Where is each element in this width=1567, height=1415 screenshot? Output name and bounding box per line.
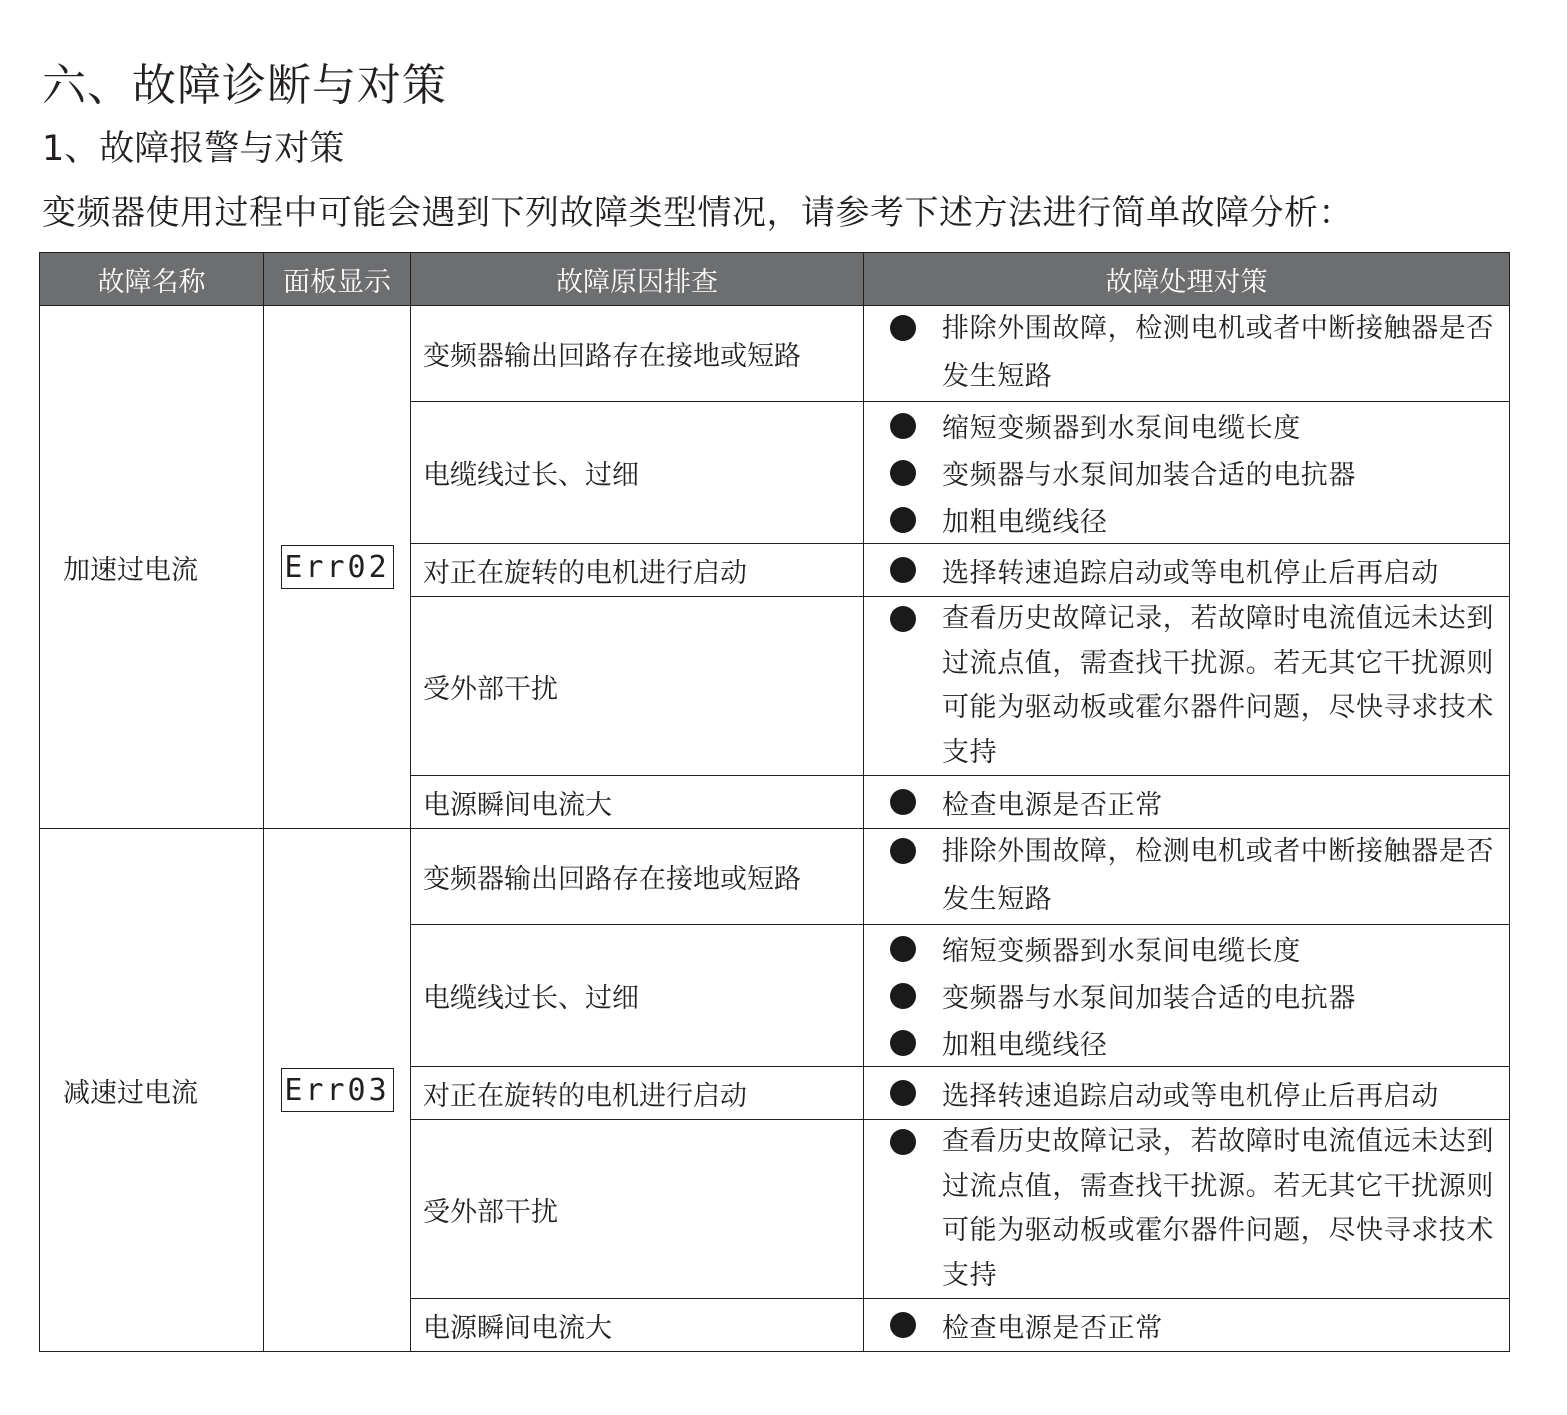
fault-name: 减速过电流	[40, 829, 264, 1352]
measure-text: 变频器与水泵间加装合适的电抗器	[942, 983, 1356, 1014]
table-row	[40, 306, 1510, 402]
fault-measures	[864, 1120, 1510, 1299]
bullet-icon	[890, 606, 916, 632]
measure-item	[864, 496, 1509, 543]
measure-item	[864, 402, 1509, 449]
fault-measures	[864, 544, 1510, 597]
measure-text: 查看历史故障记录，若故障时电流值远未达到过流点值，需查找干扰源。若无其它干扰源则可能为驱动板或霍尔器件问题，尽快寻求技术支持	[942, 1126, 1494, 1291]
measure-item	[864, 829, 1509, 924]
bullet-icon	[890, 1312, 916, 1338]
fault-cause: 电缆线过长、过细	[411, 925, 864, 1067]
measure-text: 加粗电缆线径	[942, 507, 1108, 538]
panel-display-code: Err02	[281, 545, 394, 589]
fault-measures	[864, 306, 1510, 402]
intro-text: 变频器使用过程中可能会遇到下列故障类型情况，请参考下述方法进行简单故障分析：	[42, 193, 1353, 233]
subsection-title: 1、故障报警与对策	[42, 129, 345, 169]
header-panel-display: 面板显示	[264, 253, 411, 306]
fault-cause: 受外部干扰	[411, 1120, 864, 1299]
fault-measures	[864, 402, 1510, 544]
fault-cause: 电缆线过长、过细	[411, 402, 864, 544]
measure-item	[864, 1120, 1509, 1298]
measure-item	[864, 597, 1509, 775]
table-header-row	[40, 253, 1510, 306]
header-measures: 故障处理对策	[864, 253, 1510, 306]
measure-item	[864, 783, 1509, 822]
fault-cause: 受外部干扰	[411, 597, 864, 776]
measure-text: 检查电源是否正常	[942, 1312, 1163, 1344]
fault-cause: 对正在旋转的电机进行启动	[411, 1067, 864, 1120]
bullet-icon	[890, 936, 916, 962]
measure-item	[864, 551, 1509, 590]
fault-table	[39, 252, 1510, 1352]
fault-measures	[864, 925, 1510, 1067]
bullet-icon	[890, 315, 916, 341]
bullet-icon	[890, 460, 916, 486]
measure-item	[864, 306, 1509, 401]
header-fault-name: 故障名称	[40, 253, 264, 306]
bullet-icon	[890, 1080, 916, 1106]
header-cause: 故障原因排查	[411, 253, 864, 306]
fault-measures	[864, 1067, 1510, 1120]
fault-name: 加速过电流	[40, 306, 264, 829]
bullet-icon	[890, 413, 916, 439]
fault-measures	[864, 1299, 1510, 1352]
fault-measures	[864, 597, 1510, 776]
measure-item	[864, 1019, 1509, 1066]
fault-measures	[864, 829, 1510, 925]
measure-item	[864, 1306, 1509, 1345]
measure-text: 加粗电缆线径	[942, 1030, 1108, 1061]
measure-text: 排除外围故障，检测电机或者中断接触器是否发生短路	[942, 313, 1494, 392]
fault-cause: 变频器输出回路存在接地或短路	[411, 306, 864, 402]
bullet-icon	[890, 507, 916, 533]
fault-cause: 对正在旋转的电机进行启动	[411, 544, 864, 597]
bullet-icon	[890, 789, 916, 815]
table-row	[40, 829, 1510, 925]
fault-measures	[864, 776, 1510, 829]
measure-text: 选择转速追踪启动或等电机停止后再启动	[942, 1080, 1439, 1112]
section-title: 六、故障诊断与对策	[42, 60, 447, 111]
measure-item	[864, 1074, 1509, 1113]
measure-text: 缩短变频器到水泵间电缆长度	[942, 936, 1301, 967]
measure-text: 变频器与水泵间加装合适的电抗器	[942, 460, 1356, 491]
fault-table-body	[40, 306, 1510, 1352]
bullet-icon	[890, 983, 916, 1009]
measure-text: 查看历史故障记录，若故障时电流值远未达到过流点值，需查找干扰源。若无其它干扰源则可能为驱动板或霍尔器件问题，尽快寻求技术支持	[942, 603, 1494, 768]
bullet-icon	[890, 1129, 916, 1155]
fault-cause: 电源瞬间电流大	[411, 1299, 864, 1352]
bullet-icon	[890, 557, 916, 583]
fault-cause: 变频器输出回路存在接地或短路	[411, 829, 864, 925]
bullet-icon	[890, 1030, 916, 1056]
measure-text: 检查电源是否正常	[942, 789, 1163, 821]
panel-display-cell	[264, 306, 411, 829]
panel-display-code: Err03	[281, 1068, 394, 1112]
measure-item	[864, 449, 1509, 496]
fault-cause: 电源瞬间电流大	[411, 776, 864, 829]
panel-display-cell	[264, 829, 411, 1352]
measure-text: 排除外围故障，检测电机或者中断接触器是否发生短路	[942, 836, 1494, 915]
measure-text: 缩短变频器到水泵间电缆长度	[942, 413, 1301, 444]
measure-item	[864, 972, 1509, 1019]
measure-item	[864, 925, 1509, 972]
measure-text: 选择转速追踪启动或等电机停止后再启动	[942, 557, 1439, 589]
bullet-icon	[890, 838, 916, 864]
